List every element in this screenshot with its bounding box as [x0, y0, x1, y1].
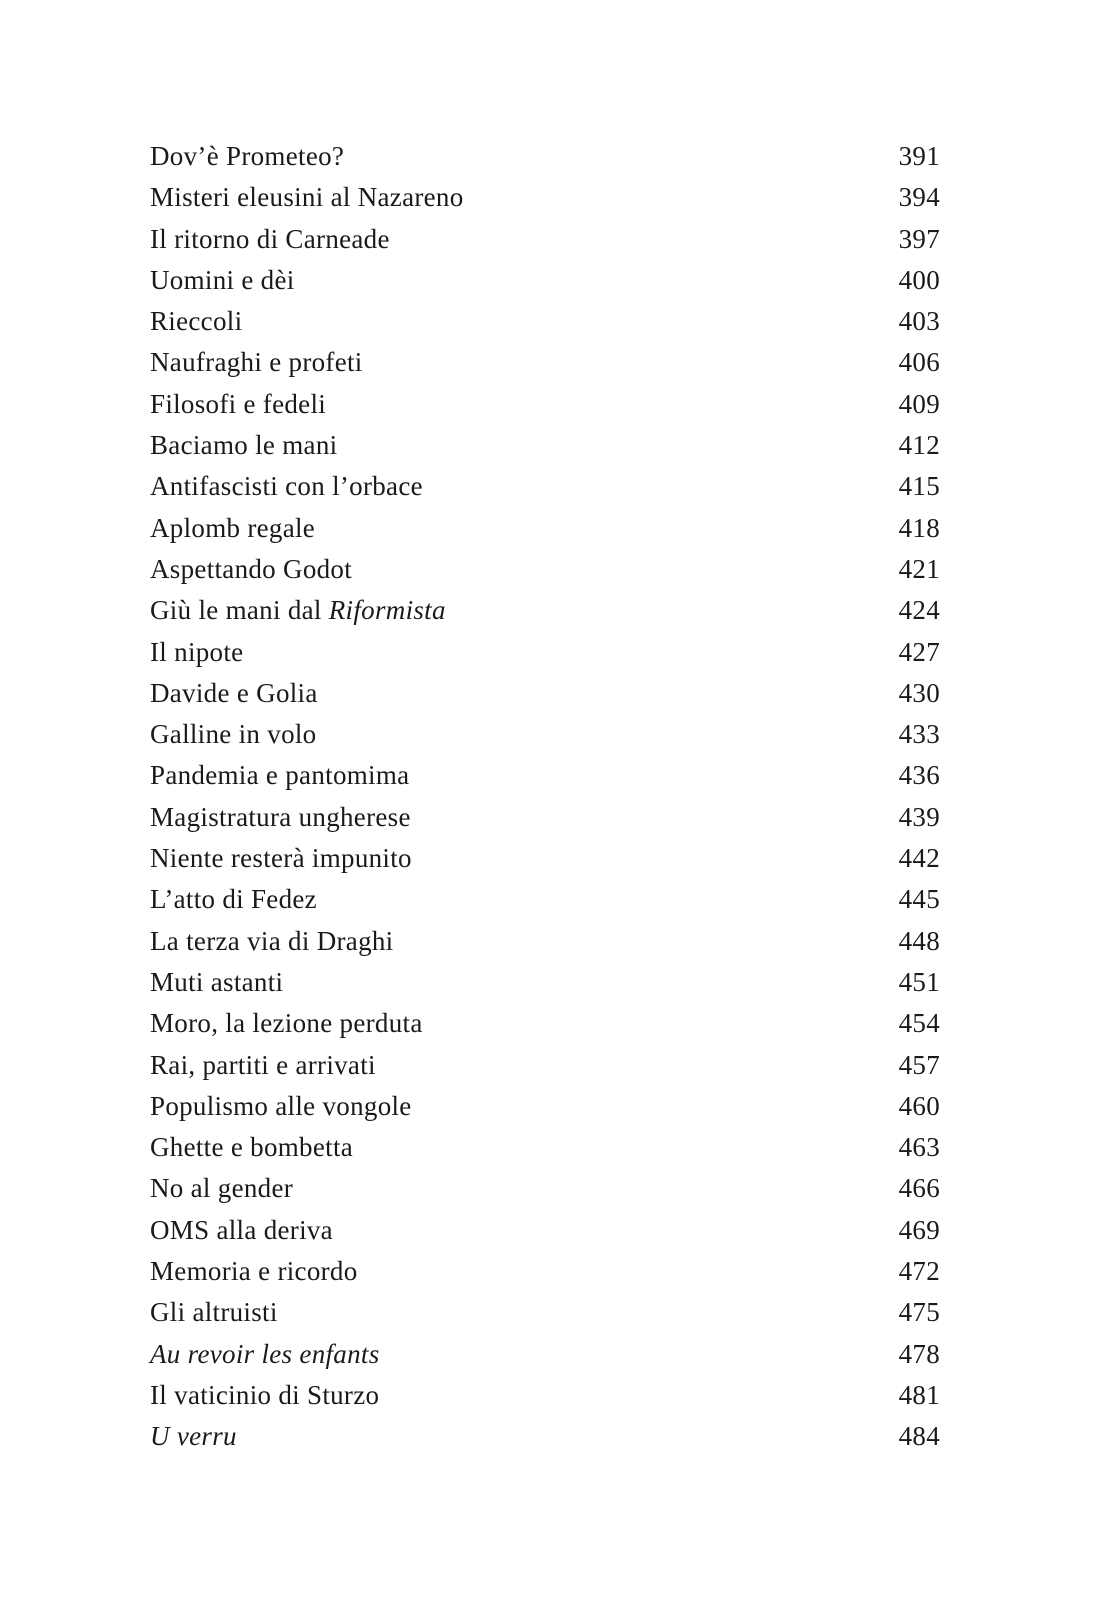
toc-entry-title: [150, 549, 352, 590]
toc-entry-title: [150, 260, 295, 301]
toc-entry-title-text: Pandemia e pantomima: [150, 760, 410, 791]
toc-entry-page-number: 460: [898, 1090, 940, 1121]
toc-entry-page-number: 457: [898, 1049, 940, 1080]
toc-entry-page-number: 454: [898, 1008, 940, 1039]
toc-entry-title: [150, 879, 317, 920]
toc-entry-page-number: 394: [898, 182, 940, 213]
toc-entry-title: [150, 838, 412, 879]
toc-entry-page-number: 430: [898, 677, 940, 708]
toc-entry-title: [150, 1003, 423, 1044]
toc-entry: [150, 1292, 940, 1333]
toc-entry-title: [150, 1168, 293, 1209]
toc-entry-title: [150, 1334, 380, 1375]
toc-entry-title-text: OMS alla deriva: [150, 1214, 333, 1245]
toc-entry-title-text: Niente resterà impunito: [150, 843, 412, 874]
toc-entry-title-text: Populismo alle vongole: [150, 1090, 412, 1121]
toc-entry-title-italic: Riformista: [328, 595, 446, 626]
toc-entry: [150, 260, 940, 301]
toc-entry: [150, 219, 940, 260]
toc-entry-page-number: 472: [898, 1256, 940, 1287]
toc-entry-title-text: Filosofi e fedeli: [150, 388, 327, 419]
toc-entry-page-number: 442: [898, 843, 940, 874]
toc-entry: [150, 1416, 940, 1457]
toc-entry: [150, 384, 940, 425]
toc-entry: [150, 425, 940, 466]
toc-entry-title: [150, 673, 318, 714]
toc-entry-page-number: 427: [898, 636, 940, 667]
toc-entry-title: [150, 219, 390, 260]
toc-entry-title-italic: Au revoir les enfants: [150, 1338, 380, 1369]
toc-entry-title-italic: U verru: [150, 1421, 237, 1452]
toc-entry-title-text: Memoria e ricordo: [150, 1256, 358, 1287]
table-of-contents: [150, 136, 940, 1458]
toc-entry-title-text: Il ritorno di Carneade: [150, 223, 390, 254]
toc-entry-title: [150, 301, 242, 342]
toc-entry: [150, 1210, 940, 1251]
toc-entry: [150, 136, 940, 177]
toc-entry-title: [150, 755, 409, 796]
toc-entry-title-text: Rai, partiti e arrivati: [150, 1049, 376, 1080]
toc-entry-page-number: 436: [898, 760, 940, 791]
toc-entry-title-text: Baciamo le mani: [150, 430, 338, 461]
toc-entry-title: [150, 342, 363, 383]
toc-entry-page-number: 397: [898, 223, 940, 254]
toc-entry-page-number: 421: [898, 553, 940, 584]
toc-entry: [150, 342, 940, 383]
toc-entry-title-text: Moro, la lezione perduta: [150, 1008, 423, 1039]
toc-entry: [150, 1045, 940, 1086]
toc-entry-title-text: L’atto di Fedez: [150, 884, 317, 915]
toc-entry-page-number: 406: [898, 347, 940, 378]
toc-entry-title: [150, 590, 446, 631]
toc-entry-page-number: 412: [898, 430, 940, 461]
toc-entry-title: [150, 466, 423, 507]
toc-entry-title: [150, 1251, 358, 1292]
toc-entry-title: [150, 384, 326, 425]
toc-entry: [150, 1251, 940, 1292]
toc-entry-title-text: Uomini e dèi: [150, 264, 295, 295]
toc-entry: [150, 962, 940, 1003]
toc-entry-title-text: Davide e Golia: [150, 677, 318, 708]
toc-entry-title: [150, 1375, 379, 1416]
toc-entry: [150, 590, 940, 631]
toc-entry-page-number: 418: [898, 512, 940, 543]
toc-entry-title: [150, 136, 344, 177]
toc-entry-title: [150, 632, 243, 673]
toc-entry-title: [150, 1127, 353, 1168]
toc-entry-title-text: No al gender: [150, 1173, 294, 1204]
toc-entry: [150, 714, 940, 755]
toc-entry-page-number: 439: [898, 801, 940, 832]
toc-entry-page-number: 469: [898, 1214, 940, 1245]
toc-entry-title: [150, 1210, 333, 1251]
toc-entry: [150, 1086, 940, 1127]
toc-entry-title-text: Antifascisti con l’orbace: [150, 471, 423, 502]
toc-entry-page-number: 475: [898, 1297, 940, 1328]
toc-entry: [150, 301, 940, 342]
toc-entry-title: [150, 797, 411, 838]
toc-entry-title-text: Galline in volo: [150, 719, 317, 750]
toc-entry-title-text: Aplomb regale: [150, 512, 316, 543]
toc-entry: [150, 921, 940, 962]
toc-entry-title: [150, 921, 393, 962]
toc-entry: [150, 755, 940, 796]
toc-entry: [150, 177, 940, 218]
toc-entry-page-number: 445: [898, 884, 940, 915]
toc-entry-page-number: 463: [898, 1132, 940, 1163]
toc-entry: [150, 466, 940, 507]
toc-entry-title-text: Muti astanti: [150, 966, 284, 997]
toc-entry-title: [150, 1086, 412, 1127]
toc-entry-title: [150, 714, 316, 755]
toc-entry-page-number: 400: [898, 264, 940, 295]
toc-entry-title-text: Naufraghi e profeti: [150, 347, 363, 378]
toc-entry: [150, 838, 940, 879]
toc-entry-page-number: 403: [898, 306, 940, 337]
toc-entry-title-text: Ghette e bombetta: [150, 1132, 354, 1163]
toc-entry: [150, 508, 940, 549]
toc-entry-title-text: Il nipote: [150, 636, 244, 667]
toc-entry-page-number: 391: [898, 141, 940, 171]
toc-entry-title-text: Misteri eleusini al Nazareno: [150, 182, 464, 213]
toc-entry-title-text: La terza via di Draghi: [150, 925, 394, 956]
toc-entry-page-number: 409: [898, 388, 940, 419]
toc-entry: [150, 797, 940, 838]
toc-entry: [150, 1003, 940, 1044]
toc-entry: [150, 1127, 940, 1168]
toc-entry-page-number: 481: [898, 1379, 940, 1410]
toc-entry: [150, 1334, 940, 1375]
toc-entry: [150, 1168, 940, 1209]
toc-entry-page-number: 466: [898, 1173, 940, 1204]
toc-entry-title-text: Aspettando Godot: [150, 553, 353, 584]
toc-entry-page-number: 415: [898, 471, 940, 502]
toc-entry-title: [150, 1292, 278, 1333]
toc-entry: [150, 632, 940, 673]
toc-entry-page-number: 424: [898, 595, 940, 626]
toc-entry: [150, 1375, 940, 1416]
toc-entry-title: [150, 425, 337, 466]
toc-entry-page-number: 478: [898, 1338, 940, 1369]
toc-entry-title-text: Gli altruisti: [150, 1297, 278, 1328]
toc-entry: [150, 879, 940, 920]
toc-entry-page-number: 484: [898, 1421, 940, 1452]
toc-entry: [150, 549, 940, 590]
toc-entry-title: [150, 508, 315, 549]
toc-entry-title-text: Rieccoli: [150, 306, 243, 337]
toc-entry-page-number: 451: [898, 966, 940, 997]
toc-entry-title-text: Magistratura ungherese: [150, 801, 411, 832]
toc-entry-title: [150, 177, 464, 218]
toc-entry-title: [150, 962, 283, 1003]
toc-entry-title-text: Il vaticinio di Sturzo: [150, 1379, 380, 1410]
toc-entry-title: [150, 1045, 376, 1086]
toc-entry-title: [150, 1416, 237, 1457]
toc-entry-page-number: 448: [898, 925, 940, 956]
toc-entry-title-text: Dov’è Prometeo?: [150, 141, 345, 171]
toc-entry-page-number: 433: [898, 719, 940, 750]
toc-entry-title-text: Giù le mani dal: [150, 595, 329, 626]
toc-entry: [150, 673, 940, 714]
